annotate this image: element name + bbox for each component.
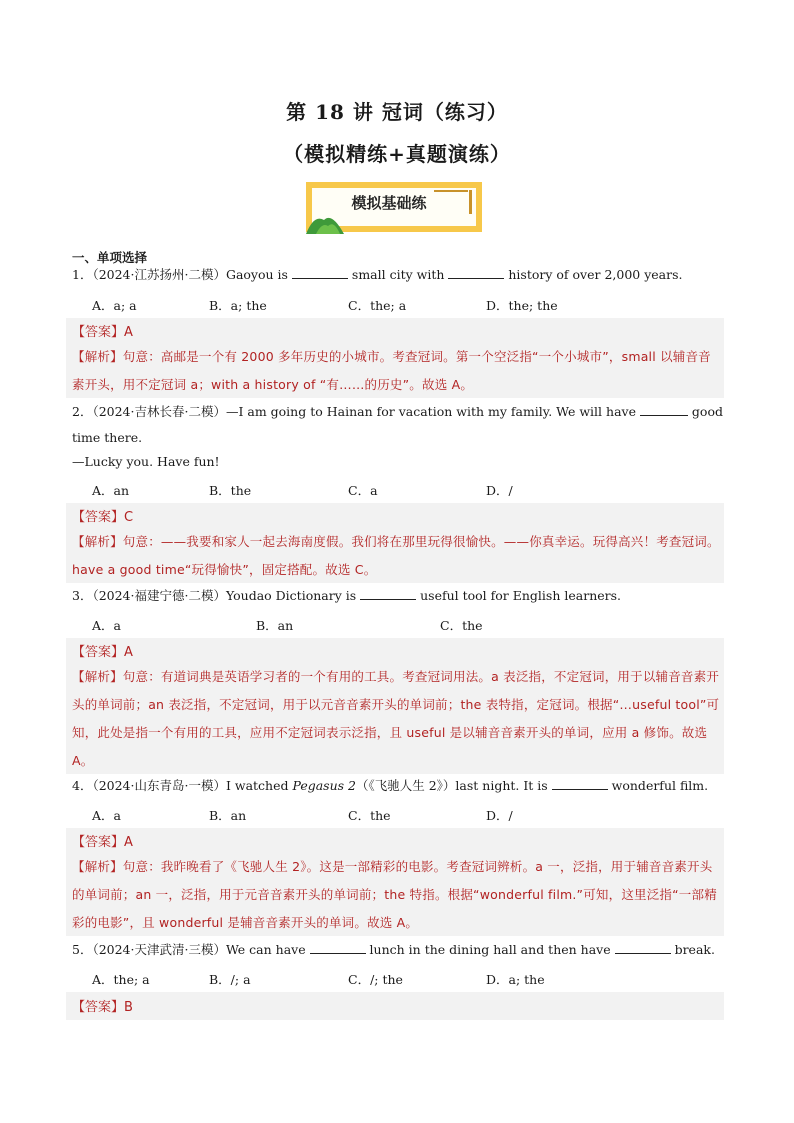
answer-text: 【答案】A — [72, 325, 133, 340]
option-c: C．the; a — [348, 298, 407, 313]
option-a: A．the; a — [92, 972, 150, 987]
question-stem: 1．（2024·江苏扬州·二模）Gaoyou is small city with history of over 2,000 years. — [72, 267, 683, 282]
option-b: B．the — [209, 483, 252, 498]
question-stem: 2．（2024·吉林长春·二模）—I am going to Hainan for vacation with my family. We will have good — [72, 404, 723, 419]
option-b: B．a; the — [209, 298, 267, 313]
option-d: D．the; the — [486, 298, 558, 313]
option-c: C．the — [440, 618, 483, 633]
question-stem: 3．（2024·福建宁德·二模）Youdao Dictionary is useful tool for English learners. — [72, 588, 622, 603]
option-c: C．a — [348, 483, 378, 498]
explanation-text: 【解析】句意：有道词典是英语学习者的一个有用的工具。考查冠词用法。a 表泛指，不定冠词，用于以辅音音素开头的单词前；an 表泛指，不定冠词，用于以元音音素开头的单词前；the 表特指，定冠词。根据“…useful tool”可知，此处是指一个有用的工具，应用不定冠词表示泛指，且 useful 是以辅音音素开头的单词，应用 a 修饰。故选 A。 — [72, 669, 720, 768]
banner-label: 模拟基础练 — [351, 194, 427, 212]
option-d: D．a; the — [486, 972, 545, 987]
question-stem: 5．（2024·天津武清·三模）We can have lunch in the dining hall and then have break. — [72, 942, 715, 957]
option-c: C．the — [348, 808, 391, 823]
answer-text: 【答案】B — [72, 1000, 133, 1015]
option-a: A．a; a — [92, 298, 137, 313]
section-banner — [306, 182, 482, 232]
section-heading: 一、单项选择 — [72, 250, 148, 265]
explanation-text: 【解析】句意：高邮是一个有 2000 多年历史的小城市。考查冠词。第一个空泛指“一个小城市”，small 以辅音音素开头，用不定冠词 a；with a history of “有……的历史”。故选 A。 — [72, 349, 711, 392]
question-stem-line3: —Lucky you. Have fun! — [72, 454, 220, 469]
question-stem-line2: time there. — [72, 430, 143, 445]
option-b: B．an — [209, 808, 247, 823]
option-a: A．a — [92, 618, 121, 633]
explanation-text: 【解析】句意：——我要和家人一起去海南度假。我们将在那里玩得很愉快。——你真幸运。玩得高兴！考查冠词。have a good time“玩得愉快”，固定搭配。故选 C。 — [72, 534, 720, 577]
option-a: A．an — [92, 483, 130, 498]
option-b: B．/; a — [209, 972, 251, 987]
option-d: D．/ — [486, 483, 513, 498]
page-title: 第 18 讲 冠词（练习） — [286, 100, 508, 124]
option-b: B．an — [256, 618, 294, 633]
question-stem: 4．（2024·山东青岛·一模）I watched Pegasus 2（《飞驰人生 2》）last night. It is wonderful film. — [72, 778, 709, 793]
answer-text: 【答案】A — [72, 835, 133, 850]
explanation-text: 【解析】句意：我昨晚看了《飞驰人生 2》。这是一部精彩的电影。考查冠词辨析。a 一，泛指，用于辅音音素开头的单词前；an 一，泛指，用于元音音素开头的单词前；the 特指。根据“wonderful film.”可知，这里泛指“一部精彩的电影”，且 wonderful 是辅音音素开头的单词。故选 A。 — [72, 859, 717, 930]
option-a: A．a — [92, 808, 121, 823]
option-c: C．/; the — [348, 972, 403, 987]
answer-box — [66, 992, 724, 1020]
page-subtitle: （模拟精练+真题演练） — [283, 142, 511, 166]
answer-text: 【答案】A — [72, 645, 133, 660]
option-d: D．/ — [486, 808, 513, 823]
answer-text: 【答案】C — [72, 510, 134, 525]
hill-icon — [306, 210, 346, 234]
